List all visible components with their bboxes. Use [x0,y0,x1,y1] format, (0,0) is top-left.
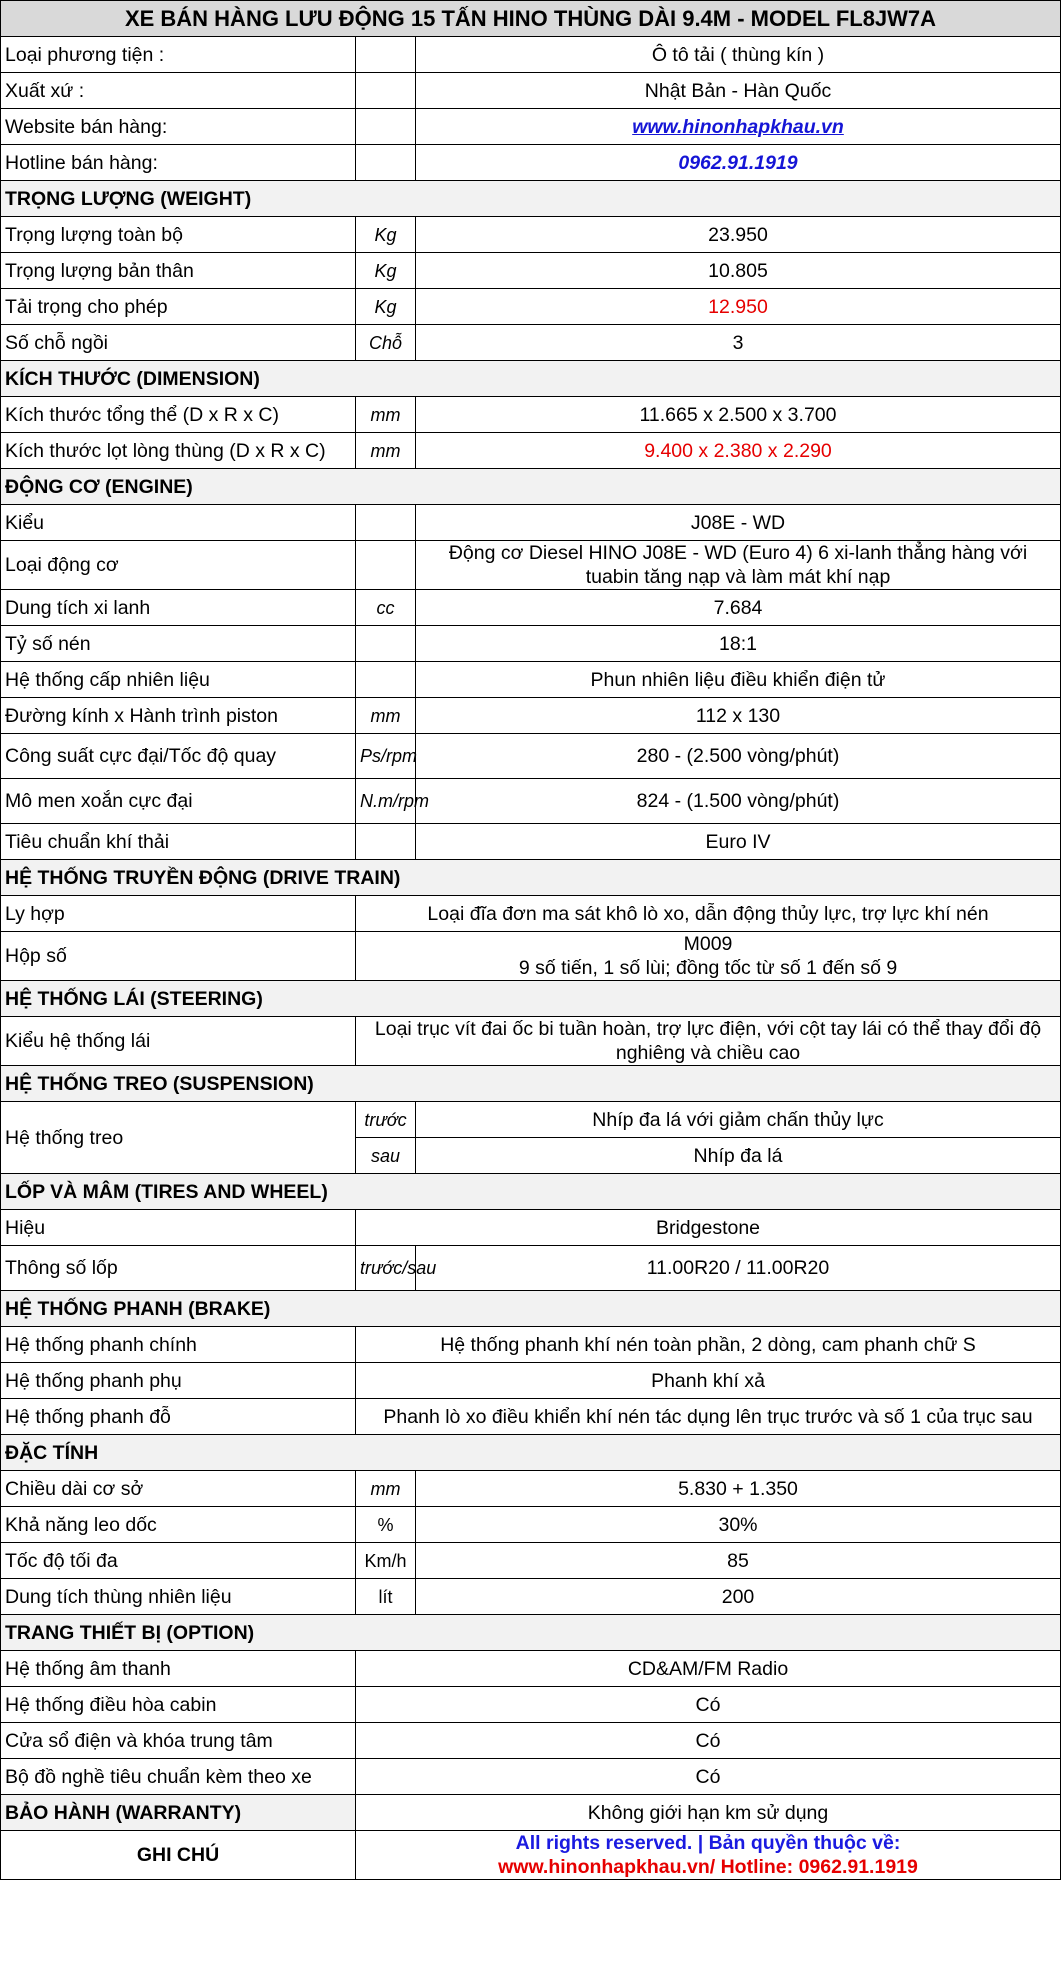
row-unit: Km/h [356,1543,416,1579]
table-row [1,541,1061,590]
row-unit [356,662,416,698]
row-label: Hệ thống treo [1,1102,356,1174]
table-row [1,1795,1061,1831]
row-value: Nhíp đa lá [416,1138,1061,1174]
warranty-value: Không giới hạn km sử dụng [356,1795,1061,1831]
row-value: Phun nhiên liệu điều khiển điện tử [416,662,1061,698]
note-label: GHI CHÚ [1,1831,356,1880]
table-row [1,253,1061,289]
section-header-brake: HỆ THỐNG PHANH (BRAKE) [1,1291,1061,1327]
table-row [1,1017,1061,1066]
row-value: 3 [416,325,1061,361]
table-row [1,1723,1061,1759]
row-label: Đường kính x Hành trình piston [1,698,356,734]
section-header-options: TRANG THIẾT BỊ (OPTION) [1,1615,1061,1651]
row-value: Có [356,1723,1061,1759]
row-label: Kiểu [1,505,356,541]
row-value: 23.950 [416,217,1061,253]
row-value: 824 - (1.500 vòng/phút) [416,779,1061,824]
row-label: Tỷ số nén [1,626,356,662]
row-label: Dung tích xi lanh [1,590,356,626]
row-unit [356,73,416,109]
row-unit: Ps/rpm [356,734,416,779]
row-label: Chiều dài cơ sở [1,1471,356,1507]
row-label: Hệ thống cấp nhiên liệu [1,662,356,698]
table-row [1,896,1061,932]
table-row [1,217,1061,253]
row-unit: % [356,1507,416,1543]
row-unit: Chỗ [356,325,416,361]
row-unit: N.m/rpm [356,779,416,824]
row-label: Hotline bán hàng: [1,145,356,181]
row-label: Hệ thống phanh đỗ [1,1399,356,1435]
row-label: Hộp số [1,932,356,981]
row-unit: Kg [356,289,416,325]
row-label: Mô men xoắn cực đại [1,779,356,824]
row-label: Công suất cực đại/Tốc độ quay [1,734,356,779]
row-unit: trước/sau [356,1246,416,1291]
row-value: Loại đĩa đơn ma sát khô lò xo, dẫn động thủy lực, trợ lực khí nén [356,896,1061,932]
table-row [1,824,1061,860]
row-value: J08E - WD [416,505,1061,541]
section-header-dimension: KÍCH THƯỚC (DIMENSION) [1,361,1061,397]
row-value: Động cơ Diesel HINO J08E - WD (Euro 4) 6 xi-lanh thẳng hàng với tuabin tăng nạp và làm mát khí nạp [416,541,1061,590]
table-row [1,397,1061,433]
row-label: Khả năng leo dốc [1,1507,356,1543]
table-row [1,109,1061,145]
row-label: Dung tích thùng nhiên liệu [1,1579,356,1615]
row-value: 10.805 [416,253,1061,289]
table-row [1,1831,1061,1880]
row-unit [356,824,416,860]
row-unit: mm [356,1471,416,1507]
row-value: Nhíp đa lá với giảm chấn thủy lực [416,1102,1061,1138]
table-row [1,37,1061,73]
section-header-drivetrain: HỆ THỐNG TRUYỀN ĐỘNG (DRIVE TRAIN) [1,860,1061,896]
section-header-suspension: HỆ THỐNG TREO (SUSPENSION) [1,1066,1061,1102]
row-unit: cc [356,590,416,626]
row-label: Kích thước lọt lòng thùng (D x R x C) [1,433,356,469]
hotline-cell [416,145,1061,181]
section-header-tires: LỐP VÀ MÂM (TIRES AND WHEEL) [1,1174,1061,1210]
row-value: Phanh khí xả [356,1363,1061,1399]
row-value-highlight: 12.950 [416,289,1061,325]
row-value: Loại trục vít đai ốc bi tuần hoàn, trợ lực điện, với cột tay lái có thể thay đổi độ nghiêng và chiều cao [356,1017,1061,1066]
row-value: Ô tô tải ( thùng kín ) [416,37,1061,73]
table-row [1,1399,1061,1435]
table-row [1,289,1061,325]
gearbox-model: M009 [683,933,733,955]
website-cell [416,109,1061,145]
table-row [1,698,1061,734]
row-label: Website bán hàng: [1,109,356,145]
row-value: Bridgestone [356,1210,1061,1246]
row-unit [356,145,416,181]
row-unit: lít [356,1579,416,1615]
row-label: Số chỗ ngồi [1,325,356,361]
section-header-steering: HỆ THỐNG LÁI (STEERING) [1,981,1061,1017]
row-unit [356,541,416,590]
row-value: 18:1 [416,626,1061,662]
section-header-engine: ĐỘNG CƠ (ENGINE) [1,469,1061,505]
row-unit: sau [356,1138,416,1174]
row-unit: mm [356,433,416,469]
row-unit [356,626,416,662]
row-label: Hệ thống phanh chính [1,1327,356,1363]
table-row [1,1543,1061,1579]
row-value: CD&AM/FM Radio [356,1651,1061,1687]
row-value: Euro IV [416,824,1061,860]
row-label: Loại phương tiện : [1,37,356,73]
row-value: 11.665 x 2.500 x 3.700 [416,397,1061,433]
row-label: Tải trọng cho phép [1,289,356,325]
row-value: Nhật Bản - Hàn Quốc [416,73,1061,109]
row-value: Có [356,1759,1061,1795]
table-row [1,73,1061,109]
table-row [1,1363,1061,1399]
table-row [1,1687,1061,1723]
table-row [1,1327,1061,1363]
table-row [1,779,1061,824]
row-label: Hệ thống âm thanh [1,1651,356,1687]
row-label: Bộ đồ nghề tiêu chuẩn kèm theo xe [1,1759,356,1795]
row-value: 7.684 [416,590,1061,626]
copyright-line: All rights reserved. | Bản quyền thuộc về: [515,1832,901,1854]
row-label: Ly hợp [1,896,356,932]
section-header-features: ĐẶC TÍNH [1,1435,1061,1471]
row-unit: mm [356,698,416,734]
row-unit [356,109,416,145]
table-row [1,433,1061,469]
row-value-highlight: 9.400 x 2.380 x 2.290 [416,433,1061,469]
row-label: Hệ thống điều hòa cabin [1,1687,356,1723]
row-label: Kiểu hệ thống lái [1,1017,356,1066]
row-label: Hệ thống phanh phụ [1,1363,356,1399]
row-label: Kích thước tổng thể (D x R x C) [1,397,356,433]
page-title: XE BÁN HÀNG LƯU ĐỘNG 15 TẤN HINO THÙNG DÀI 9.4M - MODEL FL8JW7A [1,1,1061,37]
table-row [1,1471,1061,1507]
row-value [356,932,1061,981]
row-value: 112 x 130 [416,698,1061,734]
table-row [1,1759,1061,1795]
row-label: Xuất xứ : [1,73,356,109]
row-label: Loại động cơ [1,541,356,590]
row-value: 85 [416,1543,1061,1579]
website-link[interactable]: www.hinonhapkhau.vn [632,115,844,138]
table-row [1,590,1061,626]
row-value: Hệ thống phanh khí nén toàn phần, 2 dòng, cam phanh chữ S [356,1327,1061,1363]
row-label: Thông số lốp [1,1246,356,1291]
row-unit: Kg [356,253,416,289]
row-value: Có [356,1687,1061,1723]
table-row [1,325,1061,361]
table-row [1,1651,1061,1687]
section-header-weight: TRỌNG LƯỢNG (WEIGHT) [1,181,1061,217]
table-row [1,1102,1061,1138]
table-row [1,505,1061,541]
contact-line[interactable]: www.hinonhapkhau.vn/ Hotline: 0962.91.1919 [498,1856,918,1878]
row-value: Phanh lò xo điều khiển khí nén tác dụng lên trục trước và số 1 của trục sau [356,1399,1061,1435]
hotline-value: 0962.91.1919 [678,151,798,174]
table-row [1,734,1061,779]
table-row [1,1210,1061,1246]
table-row [1,1579,1061,1615]
row-label: Cửa sổ điện và khóa trung tâm [1,1723,356,1759]
row-label: Hiệu [1,1210,356,1246]
gearbox-detail: 9 số tiến, 1 số lùi; đồng tốc từ số 1 đến số 9 [518,957,898,979]
note-value [356,1831,1061,1880]
table-row [1,932,1061,981]
row-label: Tiêu chuẩn khí thải [1,824,356,860]
row-unit: mm [356,397,416,433]
table-row [1,145,1061,181]
row-unit [356,37,416,73]
table-row [1,1507,1061,1543]
row-value: 280 - (2.500 vòng/phút) [416,734,1061,779]
row-label: Trọng lượng toàn bộ [1,217,356,253]
row-unit: Kg [356,217,416,253]
title-row [1,1,1061,37]
row-unit [356,505,416,541]
row-unit: trước [356,1102,416,1138]
row-value: 200 [416,1579,1061,1615]
table-row [1,1246,1061,1291]
table-row [1,626,1061,662]
row-value: 5.830 + 1.350 [416,1471,1061,1507]
warranty-label: BẢO HÀNH (WARRANTY) [1,1795,356,1831]
row-value: 11.00R20 / 11.00R20 [416,1246,1061,1291]
table-row [1,662,1061,698]
row-label: Trọng lượng bản thân [1,253,356,289]
row-label: Tốc độ tối đa [1,1543,356,1579]
row-value: 30% [416,1507,1061,1543]
